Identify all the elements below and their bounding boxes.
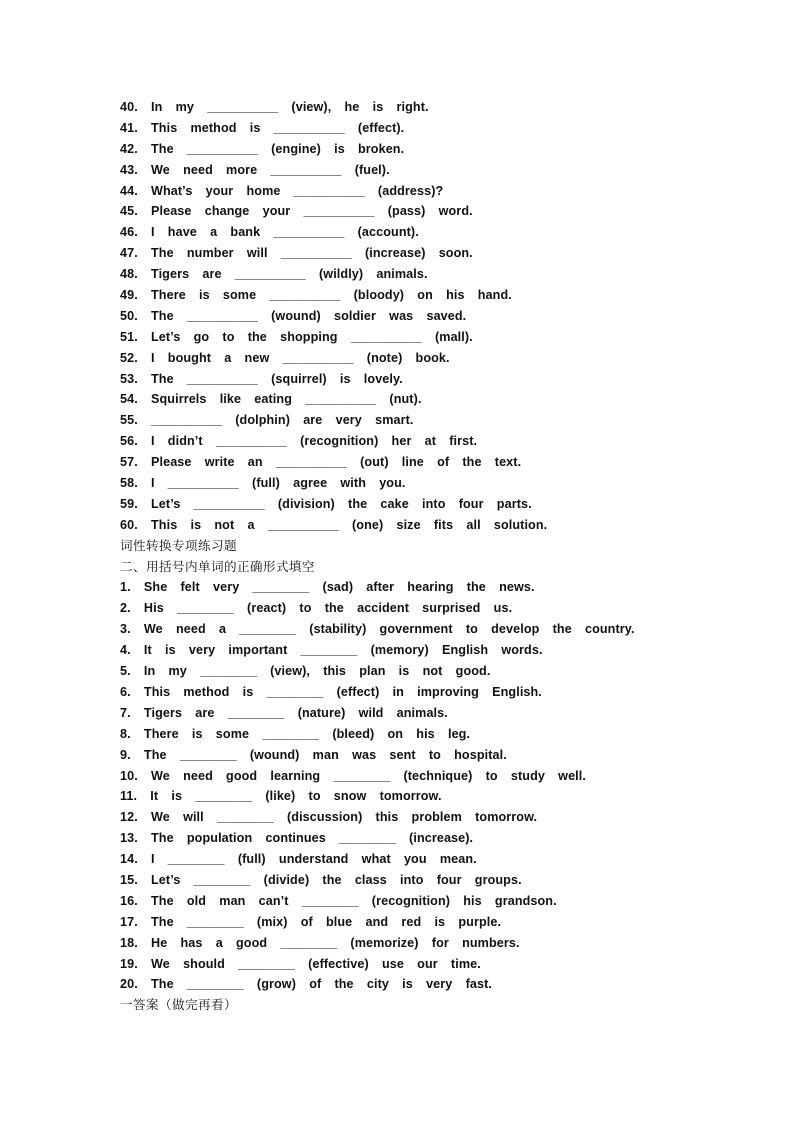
exercise-item-42: 42. The __________ (engine) is broken.	[120, 141, 405, 156]
exercise-item-3: 3. We need a ________ (stability) government to develop the country.	[120, 622, 635, 637]
answer-heading: 一答案（做完再看）	[120, 997, 237, 1013]
exercise-part-one	[120, 97, 720, 536]
exercise-item-2: 2. His ________ (react) to the accident surprised us.	[120, 601, 513, 616]
exercise-item-17: 17. The ________ (mix) of blue and red is purple.	[120, 914, 502, 929]
exercise-item-11: 11. It is ________ (like) to snow tomorrow.	[120, 789, 442, 804]
exercise-item-46: 46. I have a bank __________ (account).	[120, 225, 419, 240]
exercise-item-9: 9. The ________ (wound) man was sent to hospital.	[120, 747, 507, 762]
exercise-item-48: 48. Tigers are __________ (wildly) animals.	[120, 267, 428, 282]
exercise-item-4: 4. It is very important ________ (memory) English words.	[120, 643, 543, 658]
exercise-item-43: 43. We need more __________ (fuel).	[120, 162, 390, 177]
exercise-part-two	[120, 577, 720, 995]
exercise-item-57: 57. Please write an __________ (out) line of the text.	[120, 455, 522, 470]
exercise-item-20: 20. The ________ (grow) of the city is very fast.	[120, 977, 492, 992]
exercise-item-6: 6. This method is ________ (effect) in improving English.	[120, 684, 542, 699]
exercise-item-56: 56. I didn’t __________ (recognition) her at first.	[120, 434, 478, 449]
exercise-item-1: 1. She felt very ________ (sad) after hearing the news.	[120, 580, 535, 595]
exercise-item-58: 58. I __________ (full) agree with you.	[120, 476, 406, 491]
exercise-item-54: 54. Squirrels like eating __________ (nut).	[120, 392, 422, 407]
exercise-item-51: 51. Let’s go to the shopping __________ (mall).	[120, 329, 473, 344]
exercise-item-19: 19. We should ________ (effective) use our time.	[120, 956, 481, 971]
exercise-item-45: 45. Please change your __________ (pass) word.	[120, 204, 473, 219]
exercise-item-60: 60. This is not a __________ (one) size fits all solution.	[120, 517, 548, 532]
exercise-item-40: 40. In my __________ (view), he is right.	[120, 100, 429, 114]
exercise-item-55: 55. __________ (dolphin) are very smart.	[120, 413, 414, 428]
exercise-item-5: 5. In my ________ (view), this plan is not good.	[120, 664, 491, 679]
exercise-item-10: 10. We need good learning ________ (technique) to study well.	[120, 768, 586, 783]
exercise-item-52: 52. I bought a new __________ (note) book.	[120, 350, 450, 365]
exercise-item-49: 49. There is some __________ (bloody) on his hand.	[120, 288, 512, 303]
exercise-item-59: 59. Let’s __________ (division) the cake into four parts.	[120, 496, 532, 511]
exercise-content	[120, 97, 720, 1016]
exercise-item-14: 14. I ________ (full) understand what you mean.	[120, 852, 477, 867]
exercise-item-8: 8. There is some ________ (bleed) on his leg.	[120, 726, 471, 741]
exercise-item-41: 41. This method is __________ (effect).	[120, 120, 405, 135]
exercise-item-53: 53. The __________ (squirrel) is lovely.	[120, 371, 403, 386]
exercise-item-13: 13. The population continues ________ (increase).	[120, 831, 474, 846]
exercise-item-12: 12. We will ________ (discussion) this problem tomorrow.	[120, 810, 538, 825]
exercise-item-15: 15. Let’s ________ (divide) the class into four groups.	[120, 872, 522, 887]
exercise-item-44: 44. What’s your home __________ (address)?	[120, 183, 444, 198]
exercise-item-16: 16. The old man can’t ________ (recognition) his grandson.	[120, 893, 557, 908]
section-title: 词性转换专项练习题	[120, 537, 237, 553]
exercise-item-7: 7. Tigers are ________ (nature) wild animals.	[120, 705, 448, 720]
exercise-item-47: 47. The number will __________ (increase) soon.	[120, 246, 473, 261]
section-subtitle: 二、用括号内单词的正确形式填空	[120, 558, 315, 574]
exercise-item-50: 50. The __________ (wound) soldier was saved.	[120, 308, 467, 323]
exercise-item-18: 18. He has a good ________ (memorize) for numbers.	[120, 935, 520, 950]
